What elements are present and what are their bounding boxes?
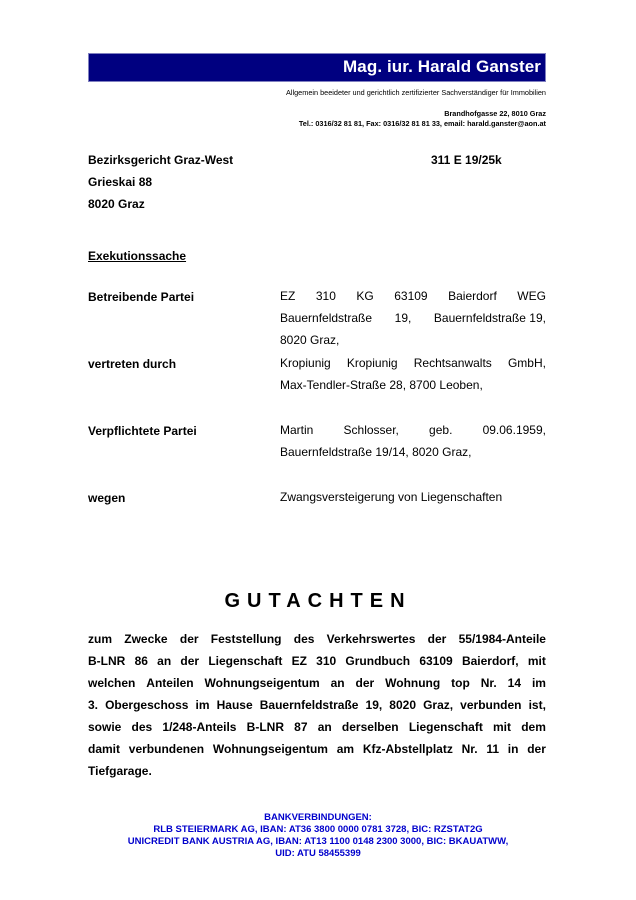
word: Nr.: [480, 676, 497, 690]
expert-phone-email: Tel.: 0316/32 81 81, Fax: 0316/32 81 81 33, email: harald.ganster@aon.at: [298, 118, 546, 128]
word: Nr.: [461, 742, 478, 756]
party-line: [280, 285, 546, 307]
expert-address: Brandhofgasse 22, 8010 Graz: [444, 109, 546, 118]
party-label: Verpflichtete Partei: [88, 424, 197, 438]
footer-line: UID: ATU 58455399: [275, 848, 361, 859]
expert-name: Mag. iur. Harald Ganster: [343, 57, 541, 76]
word: 11: [486, 742, 500, 756]
word: 14: [507, 676, 522, 690]
case-reference: 311 E 19/25k: [431, 153, 502, 167]
footer-line: BANKVERBINDUNGEN:: [264, 812, 372, 823]
word: Wohnung: [385, 676, 441, 690]
expert-tagline: Allgemein beeideter und gerichtlich zertifizierter Sachverständiger für Immobilien: [286, 88, 546, 97]
word: mit: [527, 654, 546, 668]
word: im: [531, 676, 546, 690]
word: ist,: [528, 698, 546, 712]
word: verbunden: [460, 698, 522, 712]
word: verbundenen: [128, 742, 205, 756]
word: im: [195, 698, 210, 712]
party-line: Bauernfeldstraße 19/14, 8020 Graz,: [280, 445, 472, 459]
word: Hause: [216, 698, 253, 712]
word: Liegenschaft: [208, 654, 283, 668]
word: Rechtsanwalts: [413, 356, 492, 370]
party-label: wegen: [88, 491, 126, 505]
bank-details-footer: [0, 812, 636, 860]
word: EZ: [291, 654, 307, 668]
word: der: [427, 632, 447, 646]
party-line: [280, 307, 546, 329]
word: Zwecke: [124, 632, 168, 646]
footer-line: RLB STEIERMARK AG, IBAN: AT36 3800 0000 0781 3728, BIC: RZSTAT2G: [153, 824, 483, 835]
word: 3.: [88, 698, 99, 712]
party-value: [280, 352, 546, 396]
word: B-LNR: [246, 720, 284, 734]
party-value: [280, 285, 546, 351]
footer-line: UNICREDIT BANK AUSTRIA AG, IBAN: AT13 1100 0148 2300 3000, BIC: BKAUATWW,: [127, 836, 509, 847]
word: 8020: [389, 698, 416, 712]
word: Grundbuch: [345, 654, 411, 668]
word: 63109: [394, 289, 428, 303]
word: an: [317, 720, 332, 734]
word: Anteilen: [146, 676, 194, 690]
word: EZ: [280, 289, 296, 303]
word: GmbH,: [507, 356, 546, 370]
body-line: [88, 716, 546, 738]
word: Wohnungseigentum: [212, 742, 328, 756]
word: der: [179, 632, 199, 646]
word: Feststellung: [210, 632, 282, 646]
recipient-line: 8020 Graz: [88, 197, 145, 211]
word: Graz,: [423, 698, 454, 712]
body-line: Tiefgarage.: [88, 764, 152, 778]
word: zum: [88, 632, 112, 646]
word: Kropiunig: [346, 356, 398, 370]
word: Bauernfeldstraße: [259, 698, 359, 712]
word: Verkehrswertes: [326, 632, 416, 646]
party-label: Betreibende Partei: [88, 290, 195, 304]
word: Bauernfeldstraße: [280, 311, 373, 325]
word: 55/1984-Anteile: [458, 632, 546, 646]
word: Obergeschoss: [105, 698, 189, 712]
body-line: [88, 672, 546, 694]
letterhead-banner: [88, 53, 546, 82]
word: welchen: [88, 676, 136, 690]
party-label: vertreten durch: [88, 357, 177, 371]
word: Kfz-Abstellplatz: [362, 742, 453, 756]
word: 19,: [394, 311, 412, 325]
word: 310: [315, 289, 336, 303]
word: des: [293, 632, 315, 646]
word: Schlosser,: [343, 423, 399, 437]
party-value: [280, 486, 546, 508]
word: an: [157, 654, 172, 668]
word: der: [180, 654, 200, 668]
body-line: [88, 694, 546, 716]
recipient-address: [88, 149, 233, 215]
recipient-line: Grieskai 88: [88, 175, 153, 189]
word: KG: [356, 289, 374, 303]
body-line: [88, 738, 546, 760]
word: Baierdorf: [448, 289, 497, 303]
section-title: Exekutionssache: [88, 249, 187, 263]
word: in: [507, 742, 519, 756]
body-line: [88, 628, 546, 650]
word: Liegenschaft: [408, 720, 483, 734]
expert-contact: [299, 109, 546, 128]
party-line: Zwangsversteigerung von Liegenschaften: [280, 490, 503, 504]
word: 09.06.1959,: [482, 423, 546, 437]
word: 86: [134, 654, 148, 668]
word: an: [330, 676, 345, 690]
word: 19,: [365, 698, 383, 712]
word: damit: [88, 742, 121, 756]
word: 310: [316, 654, 337, 668]
word: Baierdorf,: [461, 654, 519, 668]
word: Bauernfeldstraße 19,: [433, 311, 546, 325]
word: 87: [294, 720, 308, 734]
party-line: Max-Tendler-Straße 28, 8700 Leoben,: [280, 378, 483, 392]
word: der: [527, 742, 546, 756]
party-line: [280, 419, 546, 441]
word: Wohnungseigentum: [204, 676, 320, 690]
document-purpose: [88, 628, 546, 782]
word: sowie: [88, 720, 122, 734]
word: geb.: [429, 423, 453, 437]
word: am: [336, 742, 355, 756]
word: 63109: [419, 654, 453, 668]
word: derselben: [341, 720, 399, 734]
word: 1/248-Anteils: [162, 720, 237, 734]
word: top: [451, 676, 470, 690]
word: des: [131, 720, 153, 734]
word: Martin: [280, 423, 314, 437]
recipient-line: Bezirksgericht Graz-West: [88, 153, 234, 167]
party-line: [280, 352, 546, 374]
word: B-LNR: [88, 654, 126, 668]
word: der: [355, 676, 375, 690]
body-line: [88, 650, 546, 672]
document-title: GUTACHTEN: [224, 590, 412, 612]
party-line: 8020 Graz,: [280, 333, 340, 347]
word: Kropiunig: [280, 356, 331, 370]
word: WEG: [517, 289, 546, 303]
word: dem: [521, 720, 546, 734]
word: mit: [493, 720, 512, 734]
party-value: [280, 419, 546, 463]
